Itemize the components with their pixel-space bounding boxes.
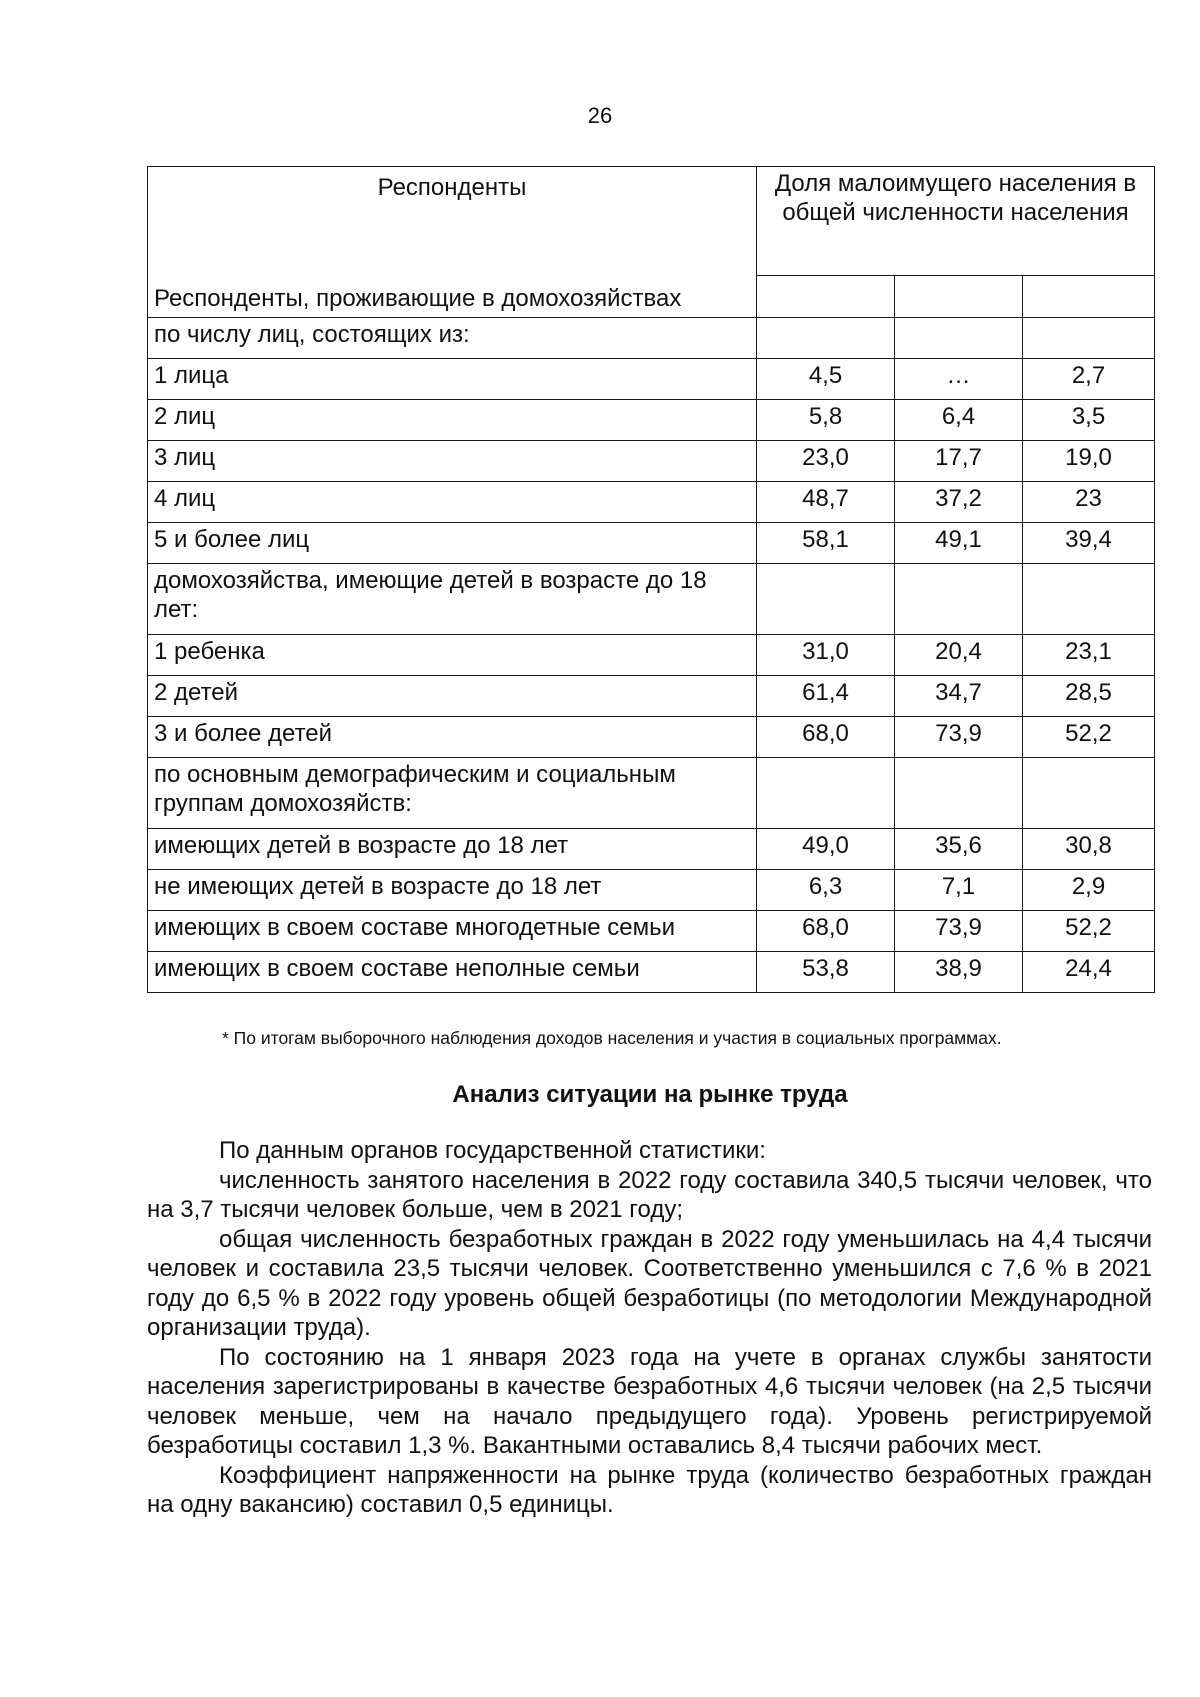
table-row bbox=[148, 717, 1155, 758]
table-header-row bbox=[148, 167, 1155, 276]
table-row bbox=[148, 318, 1155, 359]
table-row bbox=[148, 676, 1155, 717]
row-value: 38,9 bbox=[895, 952, 1023, 993]
row-value bbox=[1023, 318, 1155, 359]
row-value: 2,7 bbox=[1023, 359, 1155, 400]
row-value: 73,9 bbox=[895, 911, 1023, 952]
row-value: 6,3 bbox=[757, 870, 895, 911]
row-label: 2 лиц bbox=[148, 400, 757, 441]
row-value: 23 bbox=[1023, 482, 1155, 523]
row-value: 48,7 bbox=[757, 482, 895, 523]
row-value: 73,9 bbox=[895, 717, 1023, 758]
row-value: 19,0 bbox=[1023, 441, 1155, 482]
row-value: 24,4 bbox=[1023, 952, 1155, 993]
header-poverty-share-label: Доля малоимущего населения в общей численности населения bbox=[757, 167, 1155, 276]
row-value: 31,0 bbox=[757, 635, 895, 676]
row-value bbox=[895, 564, 1023, 635]
row-value: … bbox=[895, 359, 1023, 400]
row-value: 58,1 bbox=[757, 523, 895, 564]
table-footnote: * По итогам выборочного наблюдения доходов населения и участия в социальных программах. bbox=[222, 1028, 1002, 1048]
row-value: 5,8 bbox=[757, 400, 895, 441]
row-label: 2 детей bbox=[148, 676, 757, 717]
row-label: 3 лиц bbox=[148, 441, 757, 482]
row-label: не имеющих детей в возрасте до 18 лет bbox=[148, 870, 757, 911]
row-label: имеющих в своем составе многодетные семьи bbox=[148, 911, 757, 952]
table-row bbox=[148, 482, 1155, 523]
subheader-cell bbox=[1023, 275, 1155, 317]
row-value bbox=[1023, 758, 1155, 829]
subheader-cell bbox=[895, 275, 1023, 317]
table-row bbox=[148, 635, 1155, 676]
row-value: 2,9 bbox=[1023, 870, 1155, 911]
row-label: 3 и более детей bbox=[148, 717, 757, 758]
row-value bbox=[757, 318, 895, 359]
row-value: 52,2 bbox=[1023, 717, 1155, 758]
header-households-label: Респонденты, проживающие в домохозяйствах bbox=[154, 285, 682, 312]
row-value: 28,5 bbox=[1023, 676, 1155, 717]
row-value: 30,8 bbox=[1023, 829, 1155, 870]
row-value bbox=[1023, 564, 1155, 635]
section-title: Анализ ситуации на рынке труда bbox=[452, 1081, 848, 1108]
row-value: 4,5 bbox=[757, 359, 895, 400]
row-label: имеющих в своем составе неполные семьи bbox=[148, 952, 757, 993]
row-value: 35,6 bbox=[895, 829, 1023, 870]
row-value: 3,5 bbox=[1023, 400, 1155, 441]
row-value: 39,4 bbox=[1023, 523, 1155, 564]
poverty-share-table bbox=[147, 166, 1155, 993]
row-label: по числу лиц, состоящих из: bbox=[148, 318, 757, 359]
row-label: по основным демографическим и социальным группам домохозяйств: bbox=[148, 758, 757, 829]
paragraph: Коэффициент напряженности на рынке труда (количество безработных граждан на одну вакансию) составил 0,5 единицы. bbox=[147, 1461, 1152, 1518]
row-value: 68,0 bbox=[757, 717, 895, 758]
table-row bbox=[148, 400, 1155, 441]
row-label: домохозяйства, имеющие детей в возрасте до 18 лет: bbox=[148, 564, 757, 635]
page-number: 26 bbox=[587, 103, 613, 128]
paragraph: численность занятого населения в 2022 году составила 340,5 тысячи человек, что на 3,7 тысячи человек больше, чем в 2021 году; bbox=[147, 1166, 1152, 1223]
row-value: 68,0 bbox=[757, 911, 895, 952]
row-value: 17,7 bbox=[895, 441, 1023, 482]
row-label: имеющих детей в возрасте до 18 лет bbox=[148, 829, 757, 870]
row-value: 49,0 bbox=[757, 829, 895, 870]
body-text bbox=[147, 1136, 1152, 1520]
subheader-cell bbox=[757, 275, 895, 317]
row-value: 53,8 bbox=[757, 952, 895, 993]
row-label: 5 и более лиц bbox=[148, 523, 757, 564]
table-row bbox=[148, 523, 1155, 564]
table-row bbox=[148, 441, 1155, 482]
row-value bbox=[895, 758, 1023, 829]
table-header-respondents bbox=[148, 167, 757, 318]
row-value: 49,1 bbox=[895, 523, 1023, 564]
row-value bbox=[757, 564, 895, 635]
row-label: 1 лица bbox=[148, 359, 757, 400]
header-respondents-label: Респонденты bbox=[377, 174, 527, 201]
paragraph: общая численность безработных граждан в 2022 году уменьшилась на 4,4 тысячи человек и составила 23,5 тысячи человек. Соответственно уменьшился с 7,6 % в 2021 году до 6,5 % в 2022 году уровень общей безработицы (по методологии Международной организации труда). bbox=[147, 1225, 1152, 1341]
row-value: 37,2 bbox=[895, 482, 1023, 523]
table-row bbox=[148, 952, 1155, 993]
row-label: 4 лиц bbox=[148, 482, 757, 523]
table-row bbox=[148, 758, 1155, 829]
table-row bbox=[148, 829, 1155, 870]
paragraph: По состоянию на 1 января 2023 года на учете в органах службы занятости населения зарегистрированы в качестве безработных 4,6 тысячи человек (на 2,5 тысячи человек меньше, чем на начало предыдущего года). Уровень регистрируемой безработицы составил 1,3 %. Вакантными оставались 8,4 тысячи рабочих мест. bbox=[147, 1343, 1152, 1459]
row-value: 23,1 bbox=[1023, 635, 1155, 676]
table-row bbox=[148, 911, 1155, 952]
row-value: 52,2 bbox=[1023, 911, 1155, 952]
row-value: 7,1 bbox=[895, 870, 1023, 911]
row-value bbox=[895, 318, 1023, 359]
row-label: 1 ребенка bbox=[148, 635, 757, 676]
row-value: 34,7 bbox=[895, 676, 1023, 717]
table-row bbox=[148, 870, 1155, 911]
row-value bbox=[757, 758, 895, 829]
row-value: 61,4 bbox=[757, 676, 895, 717]
paragraph: По данным органов государственной статистики: bbox=[219, 1137, 766, 1164]
row-value: 23,0 bbox=[757, 441, 895, 482]
table-row bbox=[148, 564, 1155, 635]
table-row bbox=[148, 359, 1155, 400]
row-value: 20,4 bbox=[895, 635, 1023, 676]
row-value: 6,4 bbox=[895, 400, 1023, 441]
